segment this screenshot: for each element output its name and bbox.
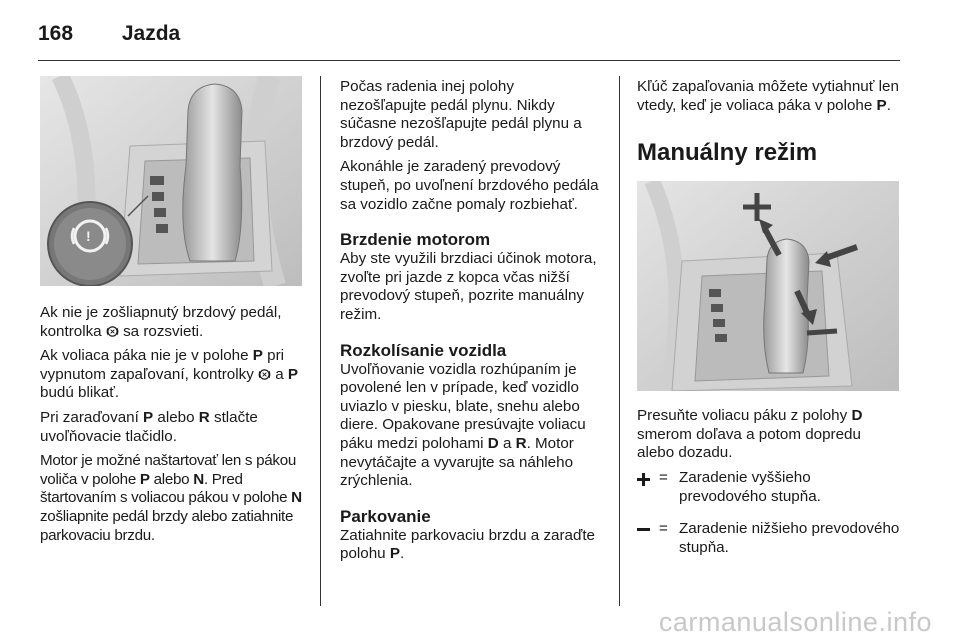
gear-selector-illustration [40, 76, 302, 286]
watermark: carmanualsonline.info [658, 607, 932, 637]
column-2 [340, 78, 602, 570]
paragraph-engine-start: Motor je možné naštartovať len s pákou voliča v polohe P alebo N. Pred štartovaním s voliacou pákou v polohe N zošliapnite pedál brzdy alebo zatiahnite parkovaciu brzdu. [40, 452, 302, 544]
heading-rocking: Rozkolísanie vozidla [340, 340, 507, 360]
manual-mode-definitions [637, 469, 902, 557]
column-divider-2 [619, 76, 620, 606]
definition-downshift [637, 520, 902, 557]
paragraph-ignition-key: Kľúč zapaľovania môžete vytiahnuť len vtedy, keď je voliaca páka v polohe P. [637, 78, 899, 114]
paragraph-blinking: Ak voliaca páka nie je v polohe P pri vypnutom zapaľovaní, kontrolky a P budú blikať. [40, 347, 299, 402]
definition-equals: = [659, 520, 668, 538]
column-1 [40, 76, 302, 551]
paragraph-manual-move: Presuňte voliacu páku z polohy D smerom doľava a potom dopredu alebo dozadu. [637, 407, 863, 462]
definition-text: Zaradenie vyššieho prevodového stupňa. [679, 468, 821, 505]
definition-upshift [637, 469, 902, 506]
plus-icon [637, 469, 659, 506]
heading-engine-braking: Brzdenie motorom [340, 230, 491, 250]
definition-equals: = [659, 468, 668, 486]
heading-manual-mode: Manuálny režim [637, 139, 818, 167]
definition-text: Zaradenie nižšieho prevodového stupňa. [679, 520, 900, 556]
page-header [38, 22, 180, 46]
section-title: Jazda [121, 22, 181, 45]
paragraph-parking: Zatiahnite parkovaciu brzdu a zaraďte polohu P. [340, 526, 596, 563]
column-3 [637, 78, 902, 571]
minus-icon [637, 520, 659, 557]
paragraph-release-button: Pri zaraďovaní P alebo R stlačte uvoľňovacie tlačidlo. [40, 408, 258, 445]
paragraph-brake-indicator: Ak nie je zošliapnutý brzdový pedál, kontrolka sa rozsvieti. [40, 304, 282, 340]
svg-text:!: ! [86, 228, 91, 244]
paragraph-engine-braking: Aby ste využili brzdiaci účinok motora, zvoľte pri jazde z kopca včas nižší prevodový stupeň, pozrite manuálny režim. [340, 250, 597, 323]
paragraph-creep: Akonáhle je zaradený prevodový stupeň, po uvoľnení brzdového pedála sa vozidlo začne pomaly rozbiehať. [340, 158, 599, 213]
paragraph-accelerator: Počas radenia inej polohy nezošľapujte pedál plynu. Nikdy súčasne nezošľapujte pedál plynu a brzdový pedál. [340, 78, 582, 151]
page-number: 168 [38, 22, 74, 45]
brake-indicator-icon [106, 325, 119, 338]
header-rule [38, 60, 900, 61]
brake-indicator-icon [258, 368, 271, 381]
column-divider-1 [320, 76, 321, 606]
heading-parking: Parkovanie [340, 506, 431, 526]
paragraph-rocking: Uvoľňovanie vozidla rozhúpaním je povolené len v prípade, keď vozidlo uviazlo v piesku, blate, snehu alebo diere. Opakovane presúvajte voliacu páku medzi polohami D a R. Motor nevytáčajte a vyvarujte sa náhleho zrýchlenia. [340, 360, 586, 490]
manual-mode-illustration [637, 181, 899, 391]
